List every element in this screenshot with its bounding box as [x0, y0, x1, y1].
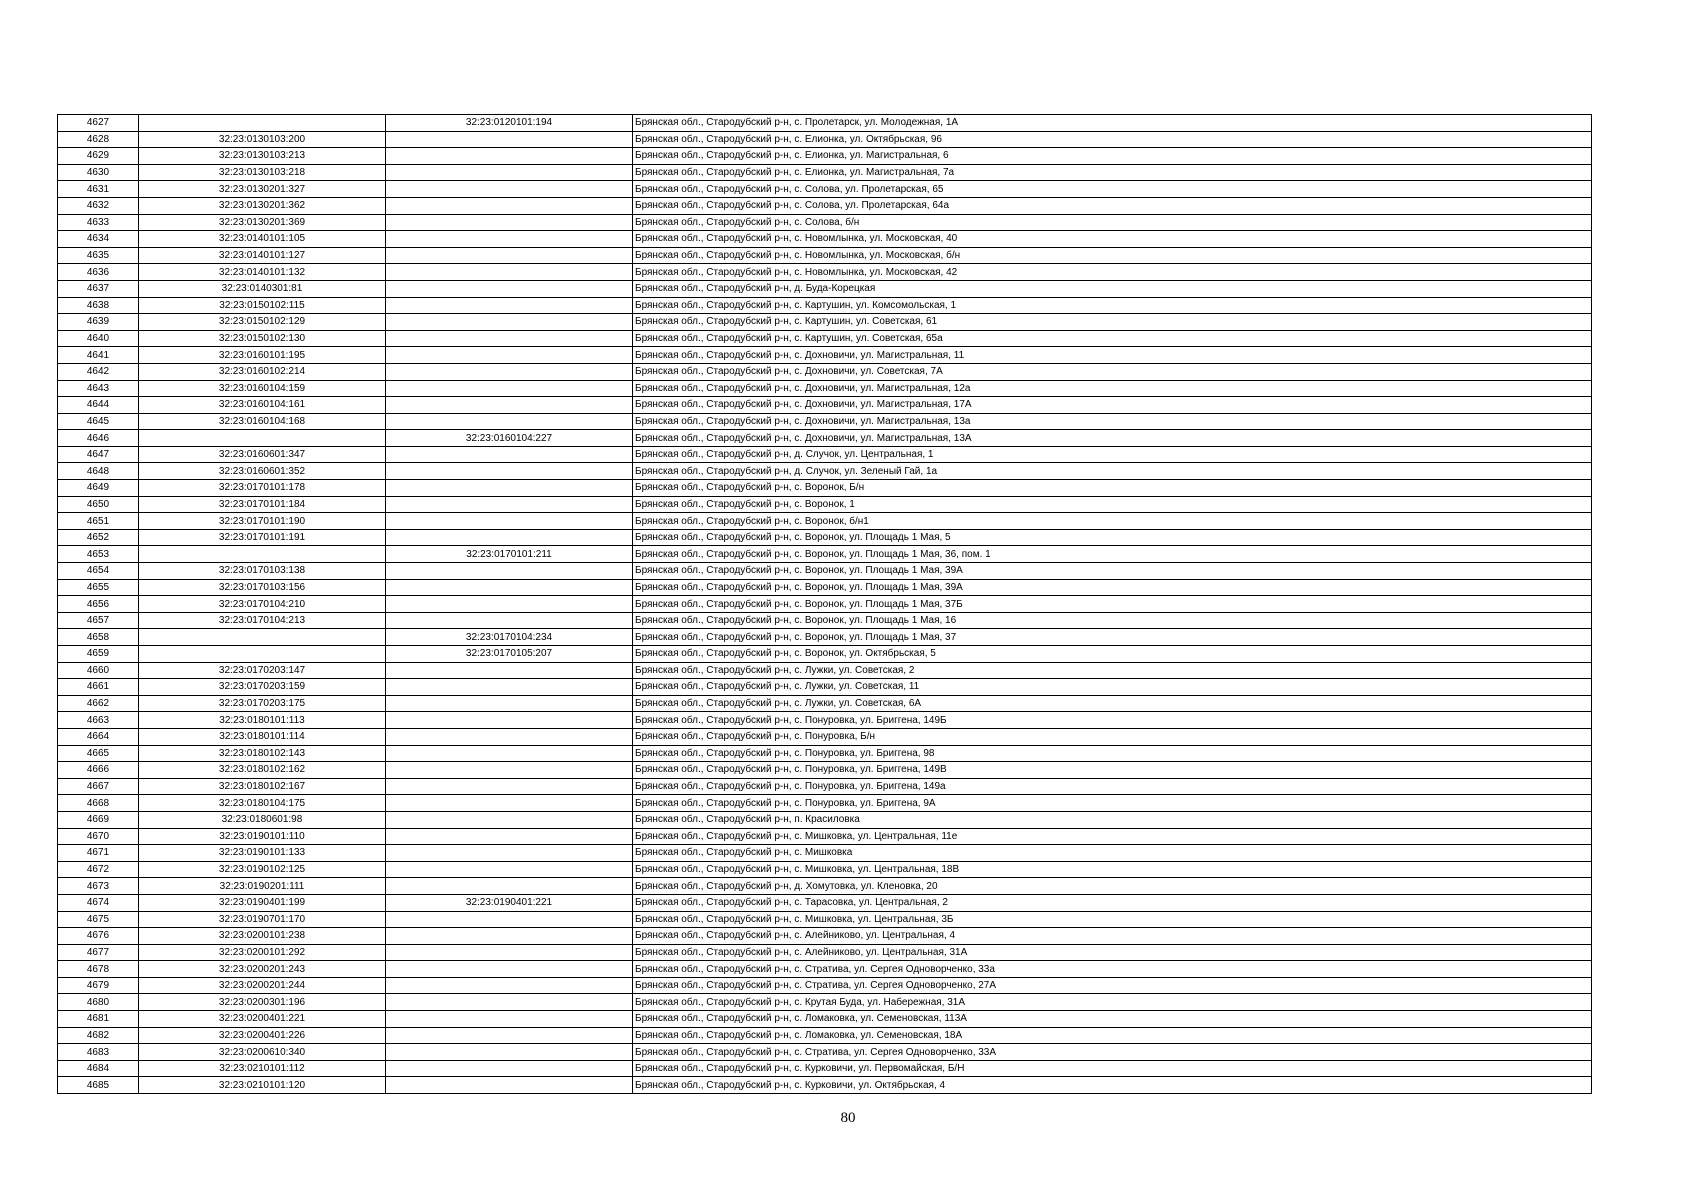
cadastral-number-secondary-cell: [386, 845, 633, 862]
cadastral-number-secondary-cell: [386, 728, 633, 745]
table-row: [58, 297, 1592, 314]
row-number-cell: 4676: [58, 928, 139, 945]
cadastral-number-secondary-cell: [386, 363, 633, 380]
address-cell: Брянская обл., Стародубский р-н, с. Алейниково, ул. Центральная, 31А: [633, 944, 1592, 961]
table-row: [58, 347, 1592, 364]
address-cell: Брянская обл., Стародубский р-н, с. Воронок, ул. Площадь 1 Мая, 39А: [633, 579, 1592, 596]
cadastral-number-secondary-cell: [386, 413, 633, 430]
cadastral-number-cell: 32:23:0180101:113: [139, 712, 386, 729]
table-row: [58, 695, 1592, 712]
table-row: [58, 596, 1592, 613]
row-number-cell: 4679: [58, 977, 139, 994]
table-row: [58, 413, 1592, 430]
cadastral-number-cell: 32:23:0200610:340: [139, 1044, 386, 1061]
row-number-cell: 4685: [58, 1077, 139, 1094]
address-cell: Брянская обл., Стародубский р-н, с. Стратива, ул. Сергея Одноворченко, 27А: [633, 977, 1592, 994]
row-number-cell: 4651: [58, 513, 139, 530]
cadastral-number-secondary-cell: [386, 197, 633, 214]
address-cell: Брянская обл., Стародубский р-н, с. Мишковка, ул. Центральная, 18В: [633, 861, 1592, 878]
row-number-cell: 4671: [58, 845, 139, 862]
row-number-cell: 4670: [58, 828, 139, 845]
cadastral-number-secondary-cell: [386, 961, 633, 978]
row-number-cell: 4659: [58, 646, 139, 663]
cadastral-number-cell: [139, 646, 386, 663]
row-number-cell: 4684: [58, 1060, 139, 1077]
row-number-cell: 4641: [58, 347, 139, 364]
cadastral-number-secondary-cell: [386, 330, 633, 347]
cadastral-number-cell: 32:23:0180601:98: [139, 811, 386, 828]
cadastral-number-cell: 32:23:0150102:115: [139, 297, 386, 314]
page-number: 80: [840, 1110, 856, 1126]
table-row: [58, 1027, 1592, 1044]
row-number-cell: 4631: [58, 181, 139, 198]
row-number-cell: 4661: [58, 679, 139, 696]
cadastral-number-secondary-cell: [386, 513, 633, 530]
table-row: [58, 1060, 1592, 1077]
address-cell: Брянская обл., Стародубский р-н, с. Крутая Буда, ул. Набережная, 31А: [633, 994, 1592, 1011]
address-cell: Брянская обл., Стародубский р-н, с. Дохновичи, ул. Магистральная, 13А: [633, 430, 1592, 447]
address-cell: Брянская обл., Стародубский р-н, с. Картушин, ул. Комсомольская, 1: [633, 297, 1592, 314]
cadastral-number-secondary-cell: [386, 1044, 633, 1061]
cadastral-number-cell: 32:23:0190101:133: [139, 845, 386, 862]
cadastral-number-cell: 32:23:0170101:184: [139, 496, 386, 513]
table-row: [58, 314, 1592, 331]
table-row: [58, 662, 1592, 679]
table-row: [58, 845, 1592, 862]
address-cell: Брянская обл., Стародубский р-н, с. Елионка, ул. Октябрьская, 96: [633, 131, 1592, 148]
address-cell: Брянская обл., Стародубский р-н, с. Дохновичи, ул. Советская, 7А: [633, 363, 1592, 380]
address-cell: Брянская обл., Стародубский р-н, с. Картушин, ул. Советская, 65а: [633, 330, 1592, 347]
address-cell: Брянская обл., Стародубский р-н, с. Дохновичи, ул. Магистральная, 11: [633, 347, 1592, 364]
row-number-cell: 4646: [58, 430, 139, 447]
row-number-cell: 4642: [58, 363, 139, 380]
cadastral-number-cell: 32:23:0170203:159: [139, 679, 386, 696]
cadastral-number-cell: 32:23:0150102:129: [139, 314, 386, 331]
row-number-cell: 4681: [58, 1011, 139, 1028]
table-row: [58, 513, 1592, 530]
cadastral-number-cell: 32:23:0130103:218: [139, 164, 386, 181]
cadastral-number-secondary-cell: [386, 596, 633, 613]
table-row: [58, 861, 1592, 878]
row-number-cell: 4673: [58, 878, 139, 895]
table-row: [58, 911, 1592, 928]
cadastral-number-cell: 32:23:0160102:214: [139, 363, 386, 380]
cadastral-number-secondary-cell: [386, 247, 633, 264]
cadastral-number-cell: 32:23:0160601:347: [139, 446, 386, 463]
address-cell: Брянская обл., Стародубский р-н, с. Елионка, ул. Магистральная, 6: [633, 148, 1592, 165]
row-number-cell: 4652: [58, 529, 139, 546]
table-row: [58, 629, 1592, 646]
table-row: [58, 330, 1592, 347]
address-cell: Брянская обл., Стародубский р-н, д. Случок, ул. Центральная, 1: [633, 446, 1592, 463]
cadastral-number-cell: 32:23:0130201:369: [139, 214, 386, 231]
cadastral-number-cell: 32:23:0200301:196: [139, 994, 386, 1011]
table-row: [58, 894, 1592, 911]
cadastral-number-cell: 32:23:0210101:120: [139, 1077, 386, 1094]
row-number-cell: 4645: [58, 413, 139, 430]
cadastral-number-secondary-cell: [386, 480, 633, 497]
cadastral-number-secondary-cell: [386, 679, 633, 696]
row-number-cell: 4628: [58, 131, 139, 148]
address-cell: Брянская обл., Стародубский р-н, с. Стратива, ул. Сергея Одноворченко, 33А: [633, 1044, 1592, 1061]
cadastral-number-secondary-cell: [386, 828, 633, 845]
row-number-cell: 4637: [58, 280, 139, 297]
row-number-cell: 4683: [58, 1044, 139, 1061]
address-cell: Брянская обл., Стародубский р-н, с. Елионка, ул. Магистральная, 7а: [633, 164, 1592, 181]
cadastral-number-secondary-cell: [386, 164, 633, 181]
cadastral-number-secondary-cell: [386, 944, 633, 961]
row-number-cell: 4627: [58, 115, 139, 132]
address-cell: Брянская обл., Стародубский р-н, с. Солова, б/н: [633, 214, 1592, 231]
row-number-cell: 4647: [58, 446, 139, 463]
cadastral-number-cell: 32:23:0160101:195: [139, 347, 386, 364]
cadastral-number-cell: 32:23:0150102:130: [139, 330, 386, 347]
cadastral-number-cell: 32:23:0200101:238: [139, 928, 386, 945]
row-number-cell: 4644: [58, 397, 139, 414]
address-cell: Брянская обл., Стародубский р-н, с. Новомлынка, ул. Московская, 40: [633, 231, 1592, 248]
cadastral-number-secondary-cell: [386, 347, 633, 364]
cadastral-number-cell: 32:23:0180102:162: [139, 762, 386, 779]
cadastral-number-secondary-cell: [386, 1060, 633, 1077]
cadastral-number-cell: 32:23:0190101:110: [139, 828, 386, 845]
cadastral-number-secondary-cell: [386, 579, 633, 596]
address-cell: Брянская обл., Стародубский р-н, с. Новомлынка, ул. Московская, б/н: [633, 247, 1592, 264]
cadastral-number-secondary-cell: 32:23:0170104:234: [386, 629, 633, 646]
address-cell: Брянская обл., Стародубский р-н, с. Лужки, ул. Советская, 2: [633, 662, 1592, 679]
row-number-cell: 4648: [58, 463, 139, 480]
cadastral-number-secondary-cell: [386, 297, 633, 314]
cadastral-number-cell: 32:23:0140301:81: [139, 280, 386, 297]
address-cell: Брянская обл., Стародубский р-н, с. Курковичи, ул. Октябрьская, 4: [633, 1077, 1592, 1094]
cadastral-number-secondary-cell: [386, 928, 633, 945]
cadastral-number-secondary-cell: 32:23:0120101:194: [386, 115, 633, 132]
address-cell: Брянская обл., Стародубский р-н, с. Ломаковка, ул. Семеновская, 18А: [633, 1027, 1592, 1044]
table-row: [58, 878, 1592, 895]
table-row: [58, 944, 1592, 961]
table-row: [58, 463, 1592, 480]
row-number-cell: 4650: [58, 496, 139, 513]
cadastral-number-secondary-cell: 32:23:0160104:227: [386, 430, 633, 447]
table-row: [58, 679, 1592, 696]
row-number-cell: 4664: [58, 728, 139, 745]
address-cell: Брянская обл., Стародубский р-н, с. Воронок, ул. Площадь 1 Мая, 5: [633, 529, 1592, 546]
table-row: [58, 961, 1592, 978]
address-cell: Брянская обл., Стародубский р-н, с. Воронок, ул. Площадь 1 Мая, 37: [633, 629, 1592, 646]
cadastral-number-cell: 32:23:0160601:352: [139, 463, 386, 480]
table-row: [58, 1044, 1592, 1061]
cadastral-number-secondary-cell: [386, 612, 633, 629]
address-cell: Брянская обл., Стародубский р-н, с. Тарасовка, ул. Центральная, 2: [633, 894, 1592, 911]
cadastral-number-cell: 32:23:0130201:362: [139, 197, 386, 214]
cadastral-number-secondary-cell: [386, 778, 633, 795]
cadastral-number-cell: 32:23:0200201:243: [139, 961, 386, 978]
table-row: [58, 496, 1592, 513]
cadastral-number-secondary-cell: [386, 563, 633, 580]
address-cell: Брянская обл., Стародубский р-н, с. Понуровка, ул. Бриггена, 149В: [633, 762, 1592, 779]
cadastral-number-cell: 32:23:0180102:143: [139, 745, 386, 762]
cadastral-number-cell: 32:23:0170104:210: [139, 596, 386, 613]
cadastral-number-secondary-cell: [386, 181, 633, 198]
table-row: [58, 430, 1592, 447]
cadastral-number-cell: 32:23:0190102:125: [139, 861, 386, 878]
cadastral-number-cell: 32:23:0170103:156: [139, 579, 386, 596]
table-row: [58, 579, 1592, 596]
cadastral-number-secondary-cell: [386, 1077, 633, 1094]
address-cell: Брянская обл., Стародубский р-н, с. Солова, ул. Пролетарская, 64а: [633, 197, 1592, 214]
cadastral-number-cell: 32:23:0170101:178: [139, 480, 386, 497]
cadastral-number-cell: 32:23:0170203:175: [139, 695, 386, 712]
row-number-cell: 4662: [58, 695, 139, 712]
address-cell: Брянская обл., Стародубский р-н, с. Лужки, ул. Советская, 6А: [633, 695, 1592, 712]
cadastral-number-cell: 32:23:0200101:292: [139, 944, 386, 961]
cadastral-number-secondary-cell: [386, 529, 633, 546]
table-row: [58, 529, 1592, 546]
cadastral-number-secondary-cell: [386, 446, 633, 463]
cadastral-number-cell: 32:23:0170104:213: [139, 612, 386, 629]
row-number-cell: 4667: [58, 778, 139, 795]
table-row: [58, 994, 1592, 1011]
row-number-cell: 4649: [58, 480, 139, 497]
cadastral-number-cell: [139, 430, 386, 447]
table-row: [58, 795, 1592, 812]
row-number-cell: 4680: [58, 994, 139, 1011]
table-row: [58, 811, 1592, 828]
row-number-cell: 4682: [58, 1027, 139, 1044]
cadastral-number-secondary-cell: [386, 795, 633, 812]
row-number-cell: 4634: [58, 231, 139, 248]
cadastral-number-secondary-cell: [386, 878, 633, 895]
address-cell: Брянская обл., Стародубский р-н, п. Красиловка: [633, 811, 1592, 828]
cadastral-number-secondary-cell: [386, 264, 633, 281]
cadastral-number-cell: 32:23:0200401:226: [139, 1027, 386, 1044]
cadastral-number-secondary-cell: [386, 463, 633, 480]
address-cell: Брянская обл., Стародубский р-н, д. Буда-Корецкая: [633, 280, 1592, 297]
cadastral-number-secondary-cell: [386, 148, 633, 165]
row-number-cell: 4639: [58, 314, 139, 331]
table-row: [58, 214, 1592, 231]
cadastral-number-cell: 32:23:0170103:138: [139, 563, 386, 580]
cadastral-number-secondary-cell: [386, 712, 633, 729]
cadastral-number-cell: 32:23:0210101:112: [139, 1060, 386, 1077]
cadastral-number-secondary-cell: [386, 977, 633, 994]
row-number-cell: 4629: [58, 148, 139, 165]
address-cell: Брянская обл., Стародубский р-н, с. Воронок, ул. Площадь 1 Мая, 37Б: [633, 596, 1592, 613]
row-number-cell: 4656: [58, 596, 139, 613]
cadastral-number-secondary-cell: [386, 380, 633, 397]
row-number-cell: 4658: [58, 629, 139, 646]
cadastral-number-cell: [139, 546, 386, 563]
row-number-cell: 4675: [58, 911, 139, 928]
address-cell: Брянская обл., Стародубский р-н, с. Дохновичи, ул. Магистральная, 13а: [633, 413, 1592, 430]
address-cell: Брянская обл., Стародубский р-н, с. Стратива, ул. Сергея Одноворченко, 33а: [633, 961, 1592, 978]
cadastral-number-secondary-cell: 32:23:0170101:211: [386, 546, 633, 563]
table-row: [58, 1077, 1592, 1094]
cadastral-number-cell: 32:23:0190401:199: [139, 894, 386, 911]
cadastral-number-secondary-cell: [386, 994, 633, 1011]
cadastral-number-secondary-cell: 32:23:0170105:207: [386, 646, 633, 663]
cadastral-number-cell: 32:23:0200201:244: [139, 977, 386, 994]
table-row: [58, 828, 1592, 845]
cadastral-number-cell: [139, 115, 386, 132]
address-cell: Брянская обл., Стародубский р-н, с. Курковичи, ул. Первомайская, Б/Н: [633, 1060, 1592, 1077]
address-cell: Брянская обл., Стародубский р-н, д. Случок, ул. Зеленый Гай, 1а: [633, 463, 1592, 480]
address-cell: Брянская обл., Стародубский р-н, д. Хомутовка, ул. Кленовка, 20: [633, 878, 1592, 895]
table-row: [58, 148, 1592, 165]
cadastral-number-secondary-cell: [386, 1011, 633, 1028]
cadastral-number-cell: 32:23:0170101:191: [139, 529, 386, 546]
cadastral-number-secondary-cell: [386, 811, 633, 828]
address-cell: Брянская обл., Стародубский р-н, с. Понуровка, ул. Бриггена, 98: [633, 745, 1592, 762]
cadastral-number-secondary-cell: [386, 762, 633, 779]
address-cell: Брянская обл., Стародубский р-н, с. Понуровка, ул. Бриггена, 149Б: [633, 712, 1592, 729]
table-row: [58, 231, 1592, 248]
row-number-cell: 4674: [58, 894, 139, 911]
address-cell: Брянская обл., Стародубский р-н, с. Картушин, ул. Советская, 61: [633, 314, 1592, 331]
address-cell: Брянская обл., Стародубский р-н, с. Пролетарск, ул. Молодежная, 1А: [633, 115, 1592, 132]
address-cell: Брянская обл., Стародубский р-н, с. Воронок, 1: [633, 496, 1592, 513]
cadastral-number-secondary-cell: [386, 911, 633, 928]
row-number-cell: 4632: [58, 197, 139, 214]
cadastral-number-secondary-cell: [386, 861, 633, 878]
cadastral-number-secondary-cell: [386, 231, 633, 248]
cadastral-number-cell: 32:23:0130103:200: [139, 131, 386, 148]
table-row: [58, 745, 1592, 762]
row-number-cell: 4668: [58, 795, 139, 812]
cadastral-number-cell: 32:23:0130201:327: [139, 181, 386, 198]
table-row: [58, 563, 1592, 580]
cadastral-number-cell: 32:23:0180101:114: [139, 728, 386, 745]
table-row: [58, 728, 1592, 745]
row-number-cell: 4635: [58, 247, 139, 264]
table-row: [58, 712, 1592, 729]
address-cell: Брянская обл., Стародубский р-н, с. Солова, ул. Пролетарская, 65: [633, 181, 1592, 198]
row-number-cell: 4633: [58, 214, 139, 231]
cadastral-number-secondary-cell: [386, 496, 633, 513]
cadastral-number-cell: 32:23:0180104:175: [139, 795, 386, 812]
table-row: [58, 363, 1592, 380]
table-row: [58, 280, 1592, 297]
cadastral-table: [57, 114, 1592, 1094]
address-cell: Брянская обл., Стародубский р-н, с. Понуровка, ул. Бриггена, 149а: [633, 778, 1592, 795]
cadastral-number-secondary-cell: [386, 280, 633, 297]
cadastral-number-cell: 32:23:0160104:159: [139, 380, 386, 397]
row-number-cell: 4666: [58, 762, 139, 779]
row-number-cell: 4643: [58, 380, 139, 397]
cadastral-number-secondary-cell: [386, 745, 633, 762]
cadastral-number-cell: 32:23:0140101:127: [139, 247, 386, 264]
table-row: [58, 164, 1592, 181]
table-row: [58, 446, 1592, 463]
table-row: [58, 181, 1592, 198]
table-row: [58, 1011, 1592, 1028]
cadastral-number-secondary-cell: [386, 131, 633, 148]
table-row: [58, 380, 1592, 397]
table-row: [58, 646, 1592, 663]
row-number-cell: 4660: [58, 662, 139, 679]
row-number-cell: 4640: [58, 330, 139, 347]
row-number-cell: 4655: [58, 579, 139, 596]
cadastral-number-cell: 32:23:0160104:168: [139, 413, 386, 430]
table-row: [58, 480, 1592, 497]
address-cell: Брянская обл., Стародубский р-н, с. Мишковка, ул. Центральная, 11е: [633, 828, 1592, 845]
cadastral-number-secondary-cell: [386, 314, 633, 331]
table-row: [58, 778, 1592, 795]
cadastral-number-secondary-cell: [386, 1027, 633, 1044]
cadastral-number-secondary-cell: 32:23:0190401:221: [386, 894, 633, 911]
row-number-cell: 4638: [58, 297, 139, 314]
cadastral-number-cell: 32:23:0170203:147: [139, 662, 386, 679]
table-row: [58, 115, 1592, 132]
address-cell: Брянская обл., Стародубский р-н, с. Мишковка: [633, 845, 1592, 862]
row-number-cell: 4636: [58, 264, 139, 281]
table-row: [58, 762, 1592, 779]
row-number-cell: 4630: [58, 164, 139, 181]
address-cell: Брянская обл., Стародубский р-н, с. Алейниково, ул. Центральная, 4: [633, 928, 1592, 945]
address-cell: Брянская обл., Стародубский р-н, с. Лужки, ул. Советская, 11: [633, 679, 1592, 696]
cadastral-number-cell: 32:23:0160104:161: [139, 397, 386, 414]
address-cell: Брянская обл., Стародубский р-н, с. Понуровка, ул. Бриггена, 9А: [633, 795, 1592, 812]
cadastral-number-cell: 32:23:0190201:111: [139, 878, 386, 895]
address-cell: Брянская обл., Стародубский р-н, с. Воронок, б/н1: [633, 513, 1592, 530]
address-cell: Брянская обл., Стародубский р-н, с. Дохновичи, ул. Магистральная, 17А: [633, 397, 1592, 414]
address-cell: Брянская обл., Стародубский р-н, с. Воронок, Б/н: [633, 480, 1592, 497]
address-cell: Брянская обл., Стародубский р-н, с. Воронок, ул. Площадь 1 Мая, 36, пом. 1: [633, 546, 1592, 563]
row-number-cell: 4669: [58, 811, 139, 828]
address-cell: Брянская обл., Стародубский р-н, с. Дохновичи, ул. Магистральная, 12а: [633, 380, 1592, 397]
row-number-cell: 4677: [58, 944, 139, 961]
table-row: [58, 397, 1592, 414]
table-row: [58, 928, 1592, 945]
table-row: [58, 247, 1592, 264]
cadastral-number-cell: 32:23:0200401:221: [139, 1011, 386, 1028]
row-number-cell: 4678: [58, 961, 139, 978]
table-row: [58, 546, 1592, 563]
table-row: [58, 612, 1592, 629]
address-cell: Брянская обл., Стародубский р-н, с. Воронок, ул. Октябрьская, 5: [633, 646, 1592, 663]
cadastral-number-cell: 32:23:0140101:132: [139, 264, 386, 281]
table-row: [58, 197, 1592, 214]
cadastral-number-cell: 32:23:0170101:190: [139, 513, 386, 530]
row-number-cell: 4657: [58, 612, 139, 629]
cadastral-number-secondary-cell: [386, 397, 633, 414]
cadastral-number-cell: 32:23:0130103:213: [139, 148, 386, 165]
table-row: [58, 264, 1592, 281]
table-row: [58, 977, 1592, 994]
table-row: [58, 131, 1592, 148]
cadastral-number-cell: [139, 629, 386, 646]
address-cell: Брянская обл., Стародубский р-н, с. Понуровка, Б/н: [633, 728, 1592, 745]
address-cell: Брянская обл., Стародубский р-н, с. Мишковка, ул. Центральная, 3Б: [633, 911, 1592, 928]
row-number-cell: 4672: [58, 861, 139, 878]
row-number-cell: 4654: [58, 563, 139, 580]
address-cell: Брянская обл., Стародубский р-н, с. Новомлынка, ул. Московская, 42: [633, 264, 1592, 281]
cadastral-number-cell: 32:23:0190701:170: [139, 911, 386, 928]
cadastral-number-secondary-cell: [386, 214, 633, 231]
cadastral-number-cell: 32:23:0180102:167: [139, 778, 386, 795]
cadastral-number-secondary-cell: [386, 662, 633, 679]
address-cell: Брянская обл., Стародубский р-н, с. Воронок, ул. Площадь 1 Мая, 16: [633, 612, 1592, 629]
row-number-cell: 4653: [58, 546, 139, 563]
cadastral-number-secondary-cell: [386, 695, 633, 712]
address-cell: Брянская обл., Стародубский р-н, с. Воронок, ул. Площадь 1 Мая, 39А: [633, 563, 1592, 580]
address-cell: Брянская обл., Стародубский р-н, с. Ломаковка, ул. Семеновская, 113А: [633, 1011, 1592, 1028]
row-number-cell: 4663: [58, 712, 139, 729]
row-number-cell: 4665: [58, 745, 139, 762]
cadastral-number-cell: 32:23:0140101:105: [139, 231, 386, 248]
table-body: [58, 115, 1592, 1094]
